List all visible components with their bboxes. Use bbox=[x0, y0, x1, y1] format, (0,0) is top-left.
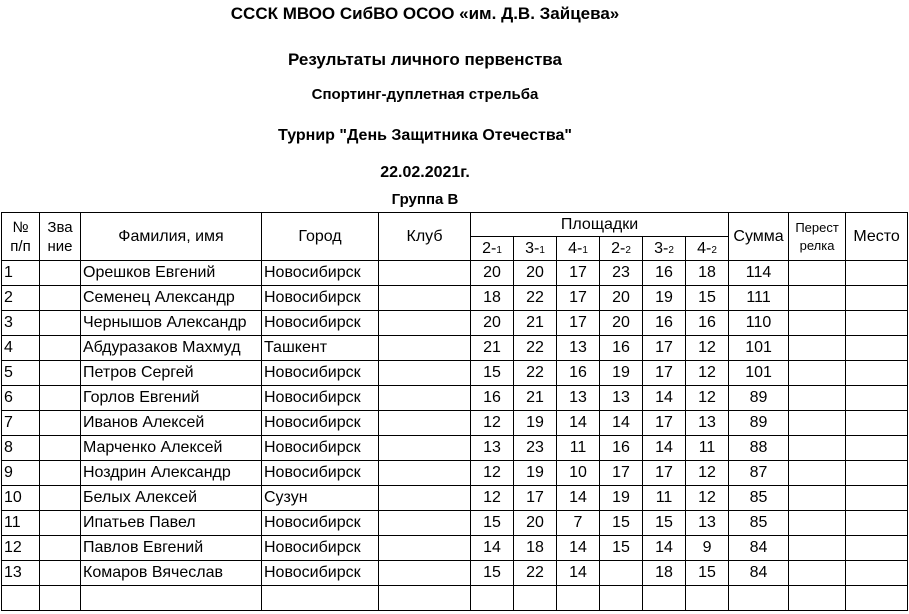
cell-city: Новосибирск bbox=[262, 361, 379, 386]
cell-empty bbox=[379, 586, 471, 611]
cell-club bbox=[379, 486, 471, 511]
cell-station-score: 19 bbox=[514, 461, 557, 486]
cell-station-score bbox=[600, 561, 643, 586]
cell-station-score: 14 bbox=[643, 436, 686, 461]
cell-station-score: 16 bbox=[557, 361, 600, 386]
table-row bbox=[2, 336, 908, 361]
cell-number: 9 bbox=[2, 461, 40, 486]
cell-shootoff bbox=[789, 286, 846, 311]
cell-station-score: 21 bbox=[514, 386, 557, 411]
station-label-main: 2- bbox=[482, 239, 497, 257]
cell-city: Новосибирск bbox=[262, 286, 379, 311]
cell-sum: 84 bbox=[729, 561, 789, 586]
cell-station-score: 14 bbox=[557, 411, 600, 436]
cell-club bbox=[379, 436, 471, 461]
cell-rank bbox=[40, 486, 81, 511]
cell-place bbox=[846, 536, 908, 561]
col-header-shootoff-line2: релка bbox=[799, 237, 835, 253]
cell-city: Ташкент bbox=[262, 336, 379, 361]
cell-club bbox=[379, 311, 471, 336]
cell-station-score: 13 bbox=[686, 511, 729, 536]
cell-station-score: 17 bbox=[557, 286, 600, 311]
cell-number: 4 bbox=[2, 336, 40, 361]
cell-station-score: 12 bbox=[686, 461, 729, 486]
cell-club bbox=[379, 561, 471, 586]
cell-city: Новосибирск bbox=[262, 261, 379, 286]
cell-station-score: 20 bbox=[471, 261, 514, 286]
cell-rank bbox=[40, 386, 81, 411]
cell-city: Новосибирск bbox=[262, 461, 379, 486]
cell-station-score: 20 bbox=[600, 286, 643, 311]
cell-station-score: 21 bbox=[471, 336, 514, 361]
cell-station-score: 22 bbox=[514, 361, 557, 386]
cell-station-score: 9 bbox=[686, 536, 729, 561]
cell-number: 6 bbox=[2, 386, 40, 411]
cell-name: Ипатьев Павел bbox=[81, 511, 262, 536]
cell-sum: 85 bbox=[729, 511, 789, 536]
col-header-rank-line1: Зва bbox=[47, 218, 73, 236]
cell-sum: 84 bbox=[729, 536, 789, 561]
cell-empty bbox=[600, 586, 643, 611]
cell-place bbox=[846, 486, 908, 511]
station-label-sub: 1 bbox=[496, 244, 502, 256]
cell-rank bbox=[40, 536, 81, 561]
cell-station-score: 12 bbox=[686, 336, 729, 361]
cell-station-score: 22 bbox=[514, 561, 557, 586]
organization-title: СССК МВОО СибВО ОСОО «им. Д.В. Зайцева» bbox=[230, 4, 620, 23]
tournament-name: Турнир "День Защитника Отечества" bbox=[278, 127, 572, 144]
col-header-shootoff-line1: Перест bbox=[795, 219, 839, 235]
cell-shootoff bbox=[789, 536, 846, 561]
cell-club bbox=[379, 261, 471, 286]
cell-city: Новосибирск bbox=[262, 386, 379, 411]
cell-station-score: 19 bbox=[643, 286, 686, 311]
cell-shootoff bbox=[789, 261, 846, 286]
cell-shootoff bbox=[789, 486, 846, 511]
col-header-station-5 bbox=[643, 237, 686, 261]
cell-station-score: 20 bbox=[514, 511, 557, 536]
cell-sum: 111 bbox=[729, 286, 789, 311]
cell-station-score: 18 bbox=[643, 561, 686, 586]
table-row bbox=[2, 411, 908, 436]
cell-station-score: 18 bbox=[471, 286, 514, 311]
table-row-empty bbox=[2, 586, 908, 611]
discipline-subtitle: Спортинг-дуплетная стрельба bbox=[311, 86, 539, 103]
cell-place bbox=[846, 386, 908, 411]
cell-station-score: 22 bbox=[514, 286, 557, 311]
cell-station-score: 16 bbox=[600, 436, 643, 461]
cell-sum: 87 bbox=[729, 461, 789, 486]
cell-station-score: 14 bbox=[600, 411, 643, 436]
cell-club bbox=[379, 461, 471, 486]
cell-rank bbox=[40, 511, 81, 536]
cell-empty bbox=[846, 586, 908, 611]
cell-empty bbox=[729, 586, 789, 611]
cell-shootoff bbox=[789, 361, 846, 386]
cell-number: 8 bbox=[2, 436, 40, 461]
cell-sum: 89 bbox=[729, 411, 789, 436]
station-label-main: 4- bbox=[568, 239, 583, 257]
cell-city: Новосибирск bbox=[262, 561, 379, 586]
cell-rank bbox=[40, 436, 81, 461]
col-header-station-4 bbox=[600, 237, 643, 261]
cell-rank bbox=[40, 461, 81, 486]
col-header-rank-line2: ние bbox=[47, 237, 73, 255]
cell-city: Новосибирск bbox=[262, 436, 379, 461]
cell-station-score: 11 bbox=[643, 486, 686, 511]
col-header-name: Фамилия, имя bbox=[81, 213, 262, 261]
cell-rank bbox=[40, 336, 81, 361]
cell-city: Новосибирск bbox=[262, 511, 379, 536]
col-header-place: Место bbox=[846, 213, 908, 261]
cell-station-score: 12 bbox=[471, 411, 514, 436]
cell-place bbox=[846, 286, 908, 311]
cell-station-score: 16 bbox=[643, 311, 686, 336]
cell-number: 11 bbox=[2, 511, 40, 536]
cell-station-score: 13 bbox=[471, 436, 514, 461]
cell-number: 12 bbox=[2, 536, 40, 561]
cell-shootoff bbox=[789, 336, 846, 361]
cell-number: 13 bbox=[2, 561, 40, 586]
cell-city: Сузун bbox=[262, 486, 379, 511]
cell-shootoff bbox=[789, 511, 846, 536]
cell-station-score: 16 bbox=[600, 336, 643, 361]
cell-number: 3 bbox=[2, 311, 40, 336]
cell-place bbox=[846, 561, 908, 586]
cell-station-score: 20 bbox=[514, 261, 557, 286]
cell-shootoff bbox=[789, 411, 846, 436]
cell-station-score: 13 bbox=[557, 336, 600, 361]
results-table bbox=[1, 212, 908, 611]
cell-station-score: 16 bbox=[471, 386, 514, 411]
table-row bbox=[2, 436, 908, 461]
cell-shootoff bbox=[789, 386, 846, 411]
station-label-main: 4- bbox=[697, 239, 712, 257]
cell-station-score: 12 bbox=[686, 386, 729, 411]
cell-station-score: 20 bbox=[471, 311, 514, 336]
cell-shootoff bbox=[789, 461, 846, 486]
cell-sum: 89 bbox=[729, 386, 789, 411]
event-date: 22.02.2021г. bbox=[380, 164, 470, 181]
cell-name: Комаров Вячеслав bbox=[81, 561, 262, 586]
cell-sum: 88 bbox=[729, 436, 789, 461]
cell-name: Абдуразаков Махмуд bbox=[81, 336, 262, 361]
col-header-station-2 bbox=[514, 237, 557, 261]
cell-station-score: 14 bbox=[471, 536, 514, 561]
cell-station-score: 15 bbox=[600, 511, 643, 536]
cell-station-score: 13 bbox=[686, 411, 729, 436]
col-header-station-6 bbox=[686, 237, 729, 261]
station-label-sub: 1 bbox=[539, 244, 545, 256]
cell-place bbox=[846, 261, 908, 286]
cell-rank bbox=[40, 561, 81, 586]
cell-station-score: 7 bbox=[557, 511, 600, 536]
cell-club bbox=[379, 511, 471, 536]
cell-empty bbox=[2, 586, 40, 611]
cell-station-score: 17 bbox=[514, 486, 557, 511]
station-label-sub: 2 bbox=[668, 244, 674, 256]
cell-station-score: 15 bbox=[686, 286, 729, 311]
cell-name: Орешков Евгений bbox=[81, 261, 262, 286]
cell-station-score: 16 bbox=[686, 311, 729, 336]
cell-sum: 114 bbox=[729, 261, 789, 286]
col-header-stations: Площадки bbox=[471, 213, 729, 237]
cell-station-score: 14 bbox=[557, 561, 600, 586]
cell-station-score: 17 bbox=[557, 261, 600, 286]
cell-sum: 101 bbox=[729, 361, 789, 386]
cell-place bbox=[846, 361, 908, 386]
cell-station-score: 18 bbox=[686, 261, 729, 286]
cell-number: 10 bbox=[2, 486, 40, 511]
table-row bbox=[2, 561, 908, 586]
station-label-main: 3- bbox=[654, 239, 669, 257]
cell-place bbox=[846, 461, 908, 486]
station-label-sub: 2 bbox=[711, 244, 717, 256]
cell-station-score: 14 bbox=[557, 486, 600, 511]
cell-place bbox=[846, 411, 908, 436]
cell-rank bbox=[40, 311, 81, 336]
cell-city: Новосибирск bbox=[262, 411, 379, 436]
cell-club bbox=[379, 536, 471, 561]
cell-station-score: 17 bbox=[643, 411, 686, 436]
cell-station-score: 15 bbox=[643, 511, 686, 536]
cell-station-score: 15 bbox=[471, 561, 514, 586]
cell-name: Ноздрин Александр bbox=[81, 461, 262, 486]
cell-station-score: 14 bbox=[643, 536, 686, 561]
table-row bbox=[2, 361, 908, 386]
cell-name: Семенец Александр bbox=[81, 286, 262, 311]
cell-place bbox=[846, 511, 908, 536]
col-header-number bbox=[2, 213, 40, 261]
cell-station-score: 16 bbox=[643, 261, 686, 286]
cell-club bbox=[379, 386, 471, 411]
col-header-number-line1: № bbox=[12, 218, 29, 236]
col-header-rank bbox=[40, 213, 81, 261]
cell-station-score: 23 bbox=[514, 436, 557, 461]
cell-station-score: 18 bbox=[514, 536, 557, 561]
cell-station-score: 14 bbox=[557, 536, 600, 561]
cell-number: 7 bbox=[2, 411, 40, 436]
cell-station-score: 11 bbox=[686, 436, 729, 461]
col-header-city: Город bbox=[262, 213, 379, 261]
col-header-shootoff bbox=[789, 213, 846, 261]
cell-station-score: 17 bbox=[643, 461, 686, 486]
cell-place bbox=[846, 311, 908, 336]
cell-rank bbox=[40, 261, 81, 286]
cell-sum: 85 bbox=[729, 486, 789, 511]
cell-station-score: 17 bbox=[643, 336, 686, 361]
cell-station-score: 15 bbox=[686, 561, 729, 586]
col-header-sum: Сумма bbox=[729, 213, 789, 261]
cell-number: 2 bbox=[2, 286, 40, 311]
cell-station-score: 11 bbox=[557, 436, 600, 461]
cell-name: Петров Сергей bbox=[81, 361, 262, 386]
cell-empty bbox=[557, 586, 600, 611]
cell-station-score: 12 bbox=[471, 486, 514, 511]
cell-empty bbox=[471, 586, 514, 611]
cell-station-score: 17 bbox=[600, 461, 643, 486]
cell-club bbox=[379, 336, 471, 361]
station-label-sub: 1 bbox=[582, 244, 588, 256]
cell-station-score: 12 bbox=[471, 461, 514, 486]
document-title: Результаты личного первенства bbox=[288, 50, 562, 69]
col-header-station-3 bbox=[557, 237, 600, 261]
cell-name: Павлов Евгений bbox=[81, 536, 262, 561]
cell-sum: 110 bbox=[729, 311, 789, 336]
station-label-sub: 2 bbox=[625, 244, 631, 256]
cell-shootoff bbox=[789, 561, 846, 586]
cell-shootoff bbox=[789, 311, 846, 336]
cell-name: Горлов Евгений bbox=[81, 386, 262, 411]
cell-station-score: 15 bbox=[471, 511, 514, 536]
cell-club bbox=[379, 286, 471, 311]
col-header-club: Клуб bbox=[379, 213, 471, 261]
cell-station-score: 21 bbox=[514, 311, 557, 336]
cell-rank bbox=[40, 286, 81, 311]
cell-rank bbox=[40, 411, 81, 436]
cell-station-score: 14 bbox=[643, 386, 686, 411]
cell-rank bbox=[40, 361, 81, 386]
cell-number: 1 bbox=[2, 261, 40, 286]
cell-empty bbox=[686, 586, 729, 611]
cell-city: Новосибирск bbox=[262, 311, 379, 336]
cell-station-score: 12 bbox=[686, 361, 729, 386]
cell-station-score: 13 bbox=[557, 386, 600, 411]
cell-club bbox=[379, 411, 471, 436]
cell-empty bbox=[789, 586, 846, 611]
cell-name: Марченко Алексей bbox=[81, 436, 262, 461]
cell-empty bbox=[514, 586, 557, 611]
cell-empty bbox=[81, 586, 262, 611]
cell-station-score: 17 bbox=[557, 311, 600, 336]
cell-name: Чернышов Александр bbox=[81, 311, 262, 336]
cell-place bbox=[846, 336, 908, 361]
cell-name: Иванов Алексей bbox=[81, 411, 262, 436]
table-row bbox=[2, 536, 908, 561]
cell-station-score: 10 bbox=[557, 461, 600, 486]
cell-sum: 101 bbox=[729, 336, 789, 361]
cell-station-score: 19 bbox=[600, 486, 643, 511]
cell-station-score: 12 bbox=[686, 486, 729, 511]
cell-station-score: 17 bbox=[643, 361, 686, 386]
cell-empty bbox=[262, 586, 379, 611]
cell-place bbox=[846, 436, 908, 461]
cell-station-score: 19 bbox=[514, 411, 557, 436]
cell-station-score: 23 bbox=[600, 261, 643, 286]
cell-empty bbox=[643, 586, 686, 611]
cell-station-score: 15 bbox=[600, 536, 643, 561]
col-header-number-line2: п/п bbox=[10, 237, 31, 255]
group-label: Группа В bbox=[391, 191, 459, 208]
station-label-main: 2- bbox=[611, 239, 626, 257]
table-row bbox=[2, 261, 908, 286]
cell-station-score: 13 bbox=[600, 386, 643, 411]
cell-number: 5 bbox=[2, 361, 40, 386]
cell-station-score: 19 bbox=[600, 361, 643, 386]
cell-club bbox=[379, 361, 471, 386]
station-label-main: 3- bbox=[525, 239, 540, 257]
table-row bbox=[2, 486, 908, 511]
col-header-station-1 bbox=[471, 237, 514, 261]
cell-name: Белых Алексей bbox=[81, 486, 262, 511]
cell-empty bbox=[40, 586, 81, 611]
table-row bbox=[2, 386, 908, 411]
cell-station-score: 20 bbox=[600, 311, 643, 336]
cell-station-score: 22 bbox=[514, 336, 557, 361]
cell-station-score: 15 bbox=[471, 361, 514, 386]
cell-city: Новосибирск bbox=[262, 536, 379, 561]
table-row bbox=[2, 511, 908, 536]
table-row bbox=[2, 286, 908, 311]
table-row bbox=[2, 461, 908, 486]
cell-shootoff bbox=[789, 436, 846, 461]
table-row bbox=[2, 311, 908, 336]
